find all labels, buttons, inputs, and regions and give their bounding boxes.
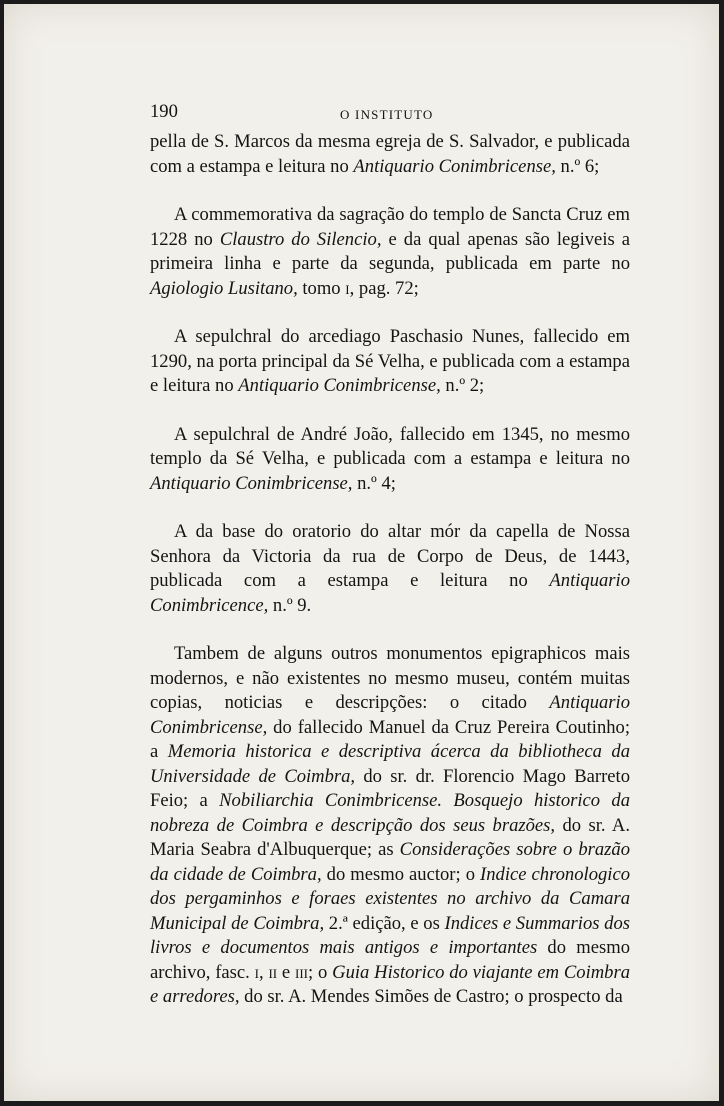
text-run: i, ii [254, 961, 278, 983]
text-run: A da base do oratorio do altar mór da capella de Nossa Senhora da Victoria da rua de Corpo de Deus, de 1443, publicada com a estampa e leitura no [150, 521, 630, 591]
paragraph [150, 520, 630, 618]
text-run: e [277, 961, 296, 983]
text-run: do sr. A. Maria Seabra d'Albuquerque; as [150, 814, 631, 860]
text-run: 2.ª edição, e os [324, 912, 445, 934]
text-run: pella de S. Marcos da mesma egreja de S. Salvador, e publicada com a estampa e leitura no [150, 131, 630, 177]
text-run: tomo [297, 277, 346, 299]
text-run: n.º 6; [555, 155, 600, 177]
paragraph [150, 642, 630, 1010]
italic-citation: Antiquario Conimbricense, [150, 692, 630, 738]
running-title: O INSTITUTO [340, 107, 434, 122]
text-run: n.º 2; [440, 375, 485, 396]
italic-citation: Nobiliarchia Conimbricense. Bosquejo historico da nobreza de Coimbra e descripção dos seus brazões, [150, 790, 630, 836]
text-run: A sepulchral de André João, fallecido em 1345, no mesmo templo da Sé Velha, e publicada com a estampa e leitura no [150, 423, 630, 469]
page-number: 190 [150, 101, 178, 122]
text-run: , pag. 72; [349, 277, 419, 299]
text-run: do sr. dr. Florencio Mago Barreto Feio; a [150, 765, 631, 811]
text-run: ; o [308, 961, 333, 983]
text-run: A sepulchral do arcediago Paschasio Nunes, fallecido em 1290, na porta principal da Sé Velha, e publicada com a estampa e leitura no [150, 326, 630, 396]
page-text-block [150, 100, 630, 1010]
paragraph [150, 423, 630, 497]
text-run: A commemorativa da sagração do templo de Sancta Cruz em 1228 no [150, 204, 630, 250]
italic-citation: Indice chronologico dos pergaminhos e foraes existentes no archivo da Camara Municipal de Coimbra, [150, 863, 631, 934]
italic-citation: Guia Historico do viajante em Coimbra e arredores, [150, 961, 630, 1007]
text-run: i [345, 277, 350, 299]
book-page [4, 4, 719, 1101]
italic-citation: Antiquario Conimbricense, [238, 375, 441, 396]
text-run: e da qual apenas são legiveis a primeira linha e parte da segunda, publicada em parte no [150, 228, 631, 274]
text-run: n.º 9. [268, 594, 312, 616]
page-header [150, 100, 630, 130]
paragraph [150, 203, 630, 301]
italic-citation: Claustro do Silencio, [219, 228, 382, 250]
text-run: do fallecido Manuel da Cruz Pereira Coutinho; a [150, 716, 630, 762]
italic-citation: Considerações sobre o brazão da cidade de Coimbra, [150, 839, 630, 885]
page-body [150, 130, 630, 1010]
italic-citation: Agiologio Lusitano, [150, 277, 298, 299]
italic-citation: Antiquario Conimbricense, [353, 155, 556, 177]
paragraph [150, 130, 630, 179]
italic-citation: Indices e Summarios dos livros e documentos mais antigos e importantes [150, 912, 630, 958]
text-run: do sr. A. Mendes Simões de Castro; o prospecto da [239, 986, 623, 1007]
text-run: n.º 4; [352, 472, 396, 494]
text-run: iii [295, 961, 309, 983]
italic-citation: Antiquario Conimbricence, [150, 570, 630, 616]
text-run: do mesmo auctor; o [321, 863, 481, 885]
text-run: do mesmo archivo, fasc. [150, 937, 630, 983]
paragraph [150, 325, 630, 399]
text-run: Tambem de alguns outros monumentos epigraphicos mais modernos, e não existentes no mesmo museu, contém muitas copias, noticias e descripções: o citado [150, 643, 630, 713]
italic-citation: Antiquario Conimbricense, [150, 472, 353, 494]
italic-citation: Memoria historica e descriptiva ácerca da bibliotheca da Universidade de Coimbra, [150, 741, 630, 787]
